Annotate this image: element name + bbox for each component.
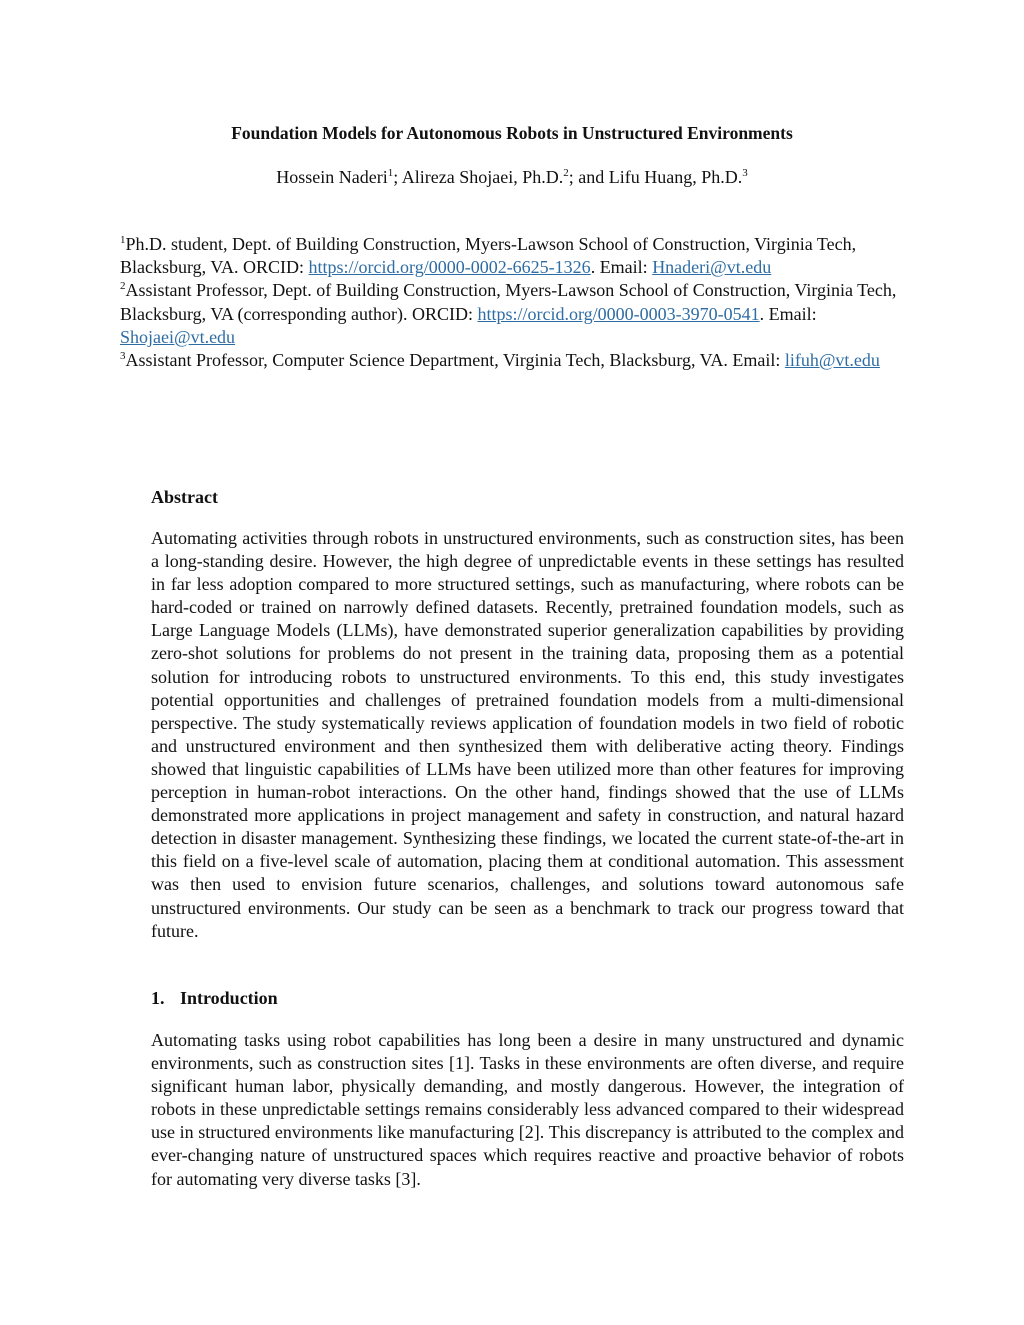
introduction-body: Automating tasks using robot capabilities has long been a desire in many unstructured and dynamic environments, such as construction sites [1]. Tasks in these environments are often diverse, and require significant human labor, physically demanding, and mostly dangerous. However, the integration of robots in these unpredictable settings remains considerably less advanced compared to their widespread use in structured environments like manufacturing [2]. This discrepancy is attributed to the complex and ever-changing nature of unstructured spaces which requires reactive and proactive behavior of robots for automating very diverse tasks [3]. <box>151 1030 904 1189</box>
affiliation-item <box>120 349 910 372</box>
section-title: Introduction <box>180 988 278 1008</box>
affiliation-text: . Email: <box>759 303 817 324</box>
email-link[interactable]: Hnaderi@vt.edu <box>652 257 772 278</box>
affiliation-text: Ph.D. student, Dept. of Building Construction, Myers-Lawson School of Construction, Virginia Tech, Blacksburg, VA. ORCID: <box>120 234 857 278</box>
affiliation-text: . Email: <box>590 257 653 278</box>
affiliation-text: Assistant Professor, Computer Science Department, Virginia Tech, Blacksburg, VA. Email: <box>125 350 785 371</box>
orcid-link[interactable]: https://orcid.org/0000-0003-3970-0541 <box>477 303 760 324</box>
orcid-link[interactable]: https://orcid.org/0000-0002-6625-1326 <box>308 257 591 278</box>
author-separator: ; <box>393 167 402 187</box>
affiliation-item <box>120 233 910 279</box>
author-list <box>0 164 1024 190</box>
author-affiliation-marker: 2 <box>563 167 569 179</box>
email-link[interactable]: lifuh@vt.edu <box>784 350 880 371</box>
abstract-body: Automating activities through robots in unstructured environments, such as construction sites, has been a long-standing desire. However, the high degree of unpredictable events in these settings has resulted in far less adoption compared to more structured settings, such as manufacturing, where robots can be hard-coded or trained on narrowly defined datasets. Recently, pretrained foundation models, such as Large Language Models (LLMs), have demonstrated superior generalization capabilities by providing zero-shot solutions for problems do not present in the training data, proposing them as a potential solution for introducing robots to unstructured environments. To this end, this study investigates potential opportunities and challenges of pretrained foundation models from a multi-dimensional perspective. The study systematically reviews application of foundation models in two field of robotic and unstructured environment and then synthesized them with deliberative acting theory. Findings showed that linguistic capabilities of LLMs have been utilized more than other features for improving perception in human-robot interactions. On the other hand, findings showed that the use of LLMs demonstrated more applications in project management and safety in construction, and natural hazard detection in disaster management. Synthesizing these findings, we located the current state-of-the-art in this field on a five-level scale of automation, placing them at conditional automation. This assessment was then used to envision future scenarios, challenges, and solutions toward autonomous safe unstructured environments. Our study can be seen as a benchmark to track our progress toward that future. <box>151 528 904 941</box>
affiliation-marker: 1 <box>120 234 126 246</box>
section-number: 1. <box>151 988 165 1008</box>
email-link[interactable]: Shojaei@vt.edu <box>120 326 236 347</box>
author-name: Alireza Shojaei, Ph.D. <box>401 167 564 187</box>
affiliation-marker: 3 <box>120 350 126 363</box>
paper-title: Foundation Models for Autonomous Robots in Unstructured Environments <box>231 123 793 143</box>
affiliation-item <box>120 279 910 349</box>
affiliation-marker: 2 <box>120 280 126 293</box>
author-separator: ; and <box>568 167 609 187</box>
abstract-heading: Abstract <box>151 487 218 507</box>
affiliation-text: Assistant Professor, Dept. of Building Construction, Myers-Lawson School of Construction, Virginia Tech, Blacksburg, VA (corresponding author). ORCID: <box>120 280 897 324</box>
section-heading <box>151 986 278 1010</box>
author-name: Hossein Naderi <box>276 167 388 187</box>
author-affiliation-marker: 1 <box>387 167 394 179</box>
affiliation-list <box>120 233 910 372</box>
author-name: Lifu Huang, Ph.D. <box>608 167 743 187</box>
author-affiliation-marker: 3 <box>742 167 748 179</box>
